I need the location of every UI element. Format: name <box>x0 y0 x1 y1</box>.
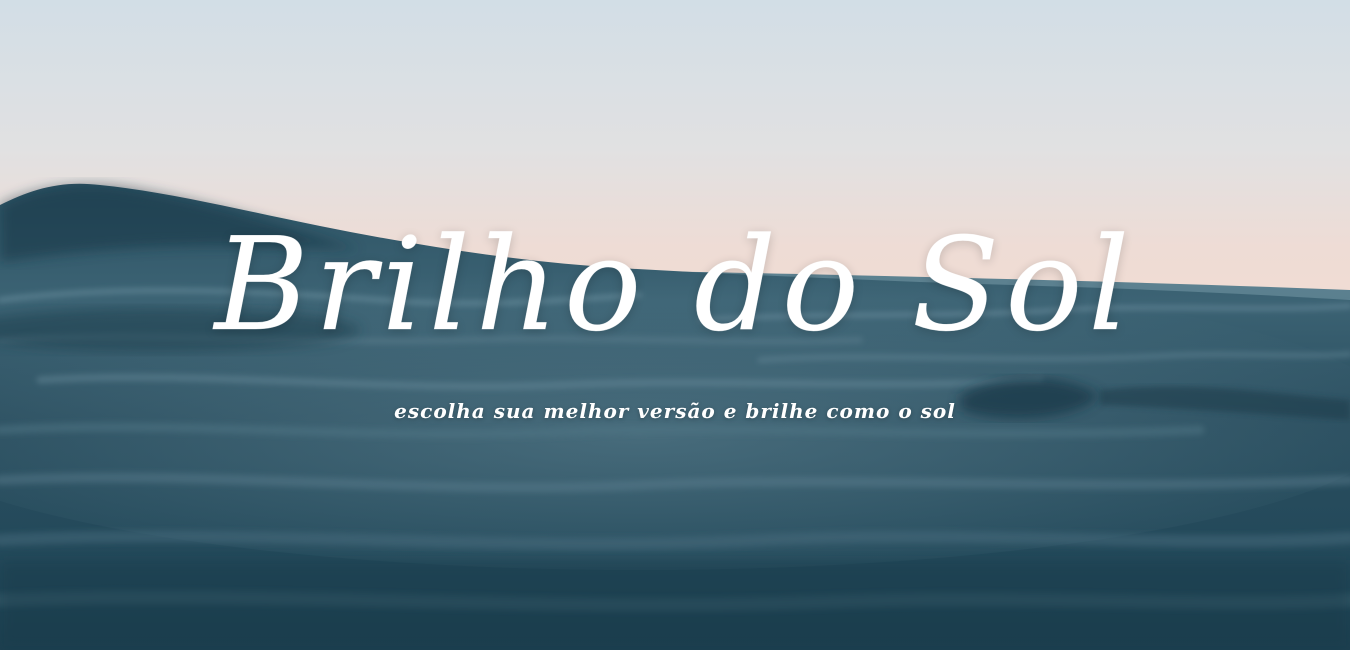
banner-subtitle: escolha sua melhor versão e brilhe como o sol <box>394 399 956 423</box>
banner-title: Brilho do Sol <box>214 211 1136 360</box>
